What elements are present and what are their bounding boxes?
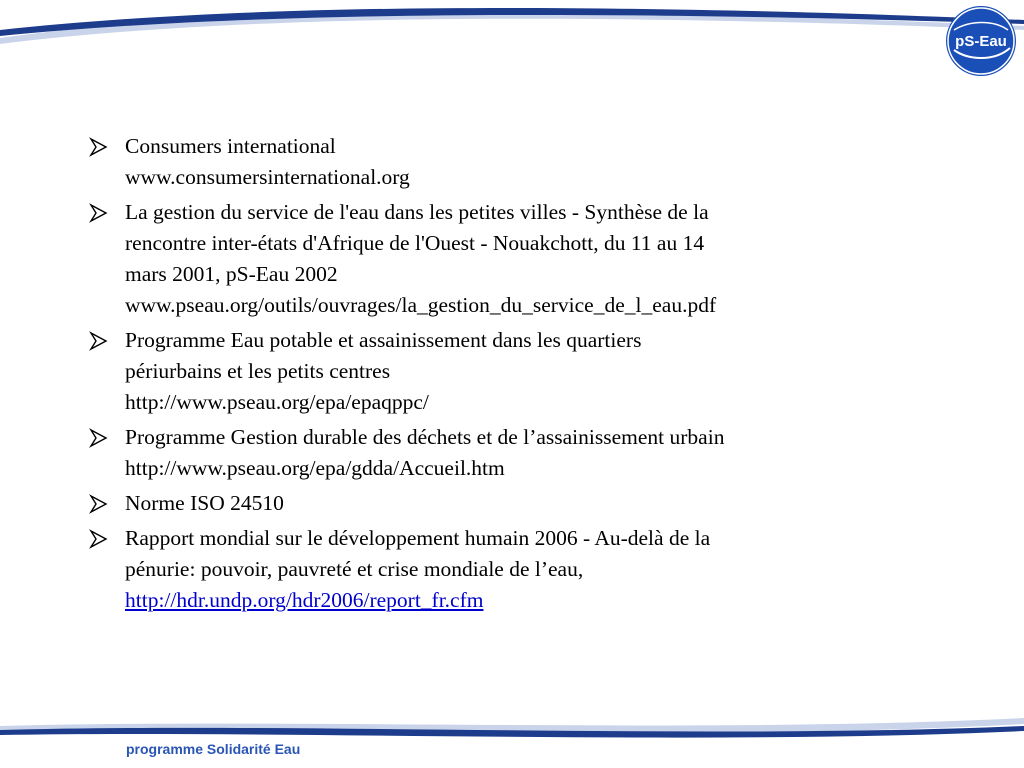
top-swoosh-decoration: [0, 0, 1024, 60]
content-area: [88, 131, 968, 620]
item-line: Consumers international: [125, 134, 336, 158]
list-item: [88, 197, 968, 321]
item-line: Norme ISO 24510: [125, 491, 284, 515]
reference-list: [88, 131, 968, 616]
footer-label: programme Solidarité Eau: [126, 741, 301, 757]
arrow-bullet-icon: [88, 203, 108, 223]
list-item: [88, 523, 968, 616]
bottom-swoosh-decoration: [0, 712, 1024, 768]
item-line: Rapport mondial sur le développement humain 2006 - Au-delà de la: [125, 526, 711, 550]
list-item: [88, 488, 968, 519]
item-line: La gestion du service de l'eau dans les petites villes - Synthèse de la: [125, 200, 709, 224]
item-url: www.pseau.org/outils/ouvrages/la_gestion_du_service_de_l_eau.pdf: [125, 293, 717, 317]
arrow-bullet-icon: [88, 428, 108, 448]
arrow-bullet-icon: [88, 529, 108, 549]
list-item: [88, 325, 968, 418]
item-line: mars 2001, pS-Eau 2002: [125, 262, 338, 286]
arrow-bullet-icon: [88, 331, 108, 351]
item-line: périurbains et les petits centres: [125, 359, 391, 383]
item-line: pénurie: pouvoir, pauvreté et crise mondiale de l’eau,: [125, 557, 584, 581]
arrow-bullet-icon: [88, 137, 108, 157]
list-item: [88, 422, 968, 484]
item-url: http://www.pseau.org/epa/epaqppc/: [125, 390, 429, 414]
item-url: http://www.pseau.org/epa/gdda/Accueil.htm: [125, 456, 505, 480]
item-url: www.consumersinternational.org: [125, 165, 410, 189]
arrow-bullet-icon: [88, 494, 108, 514]
item-line: rencontre inter-états d'Afrique de l'Ouest - Nouakchott, du 11 au 14: [125, 231, 705, 255]
hdr-report-link[interactable]: http://hdr.undp.org/hdr2006/report_fr.cfm: [125, 588, 484, 612]
item-line: Programme Gestion durable des déchets et de l’assainissement urbain: [125, 425, 725, 449]
item-line: Programme Eau potable et assainissement dans les quartiers: [125, 328, 642, 352]
logo-text: pS-Eau: [955, 33, 1007, 50]
list-item: [88, 131, 968, 193]
pseau-logo: [944, 4, 1018, 78]
